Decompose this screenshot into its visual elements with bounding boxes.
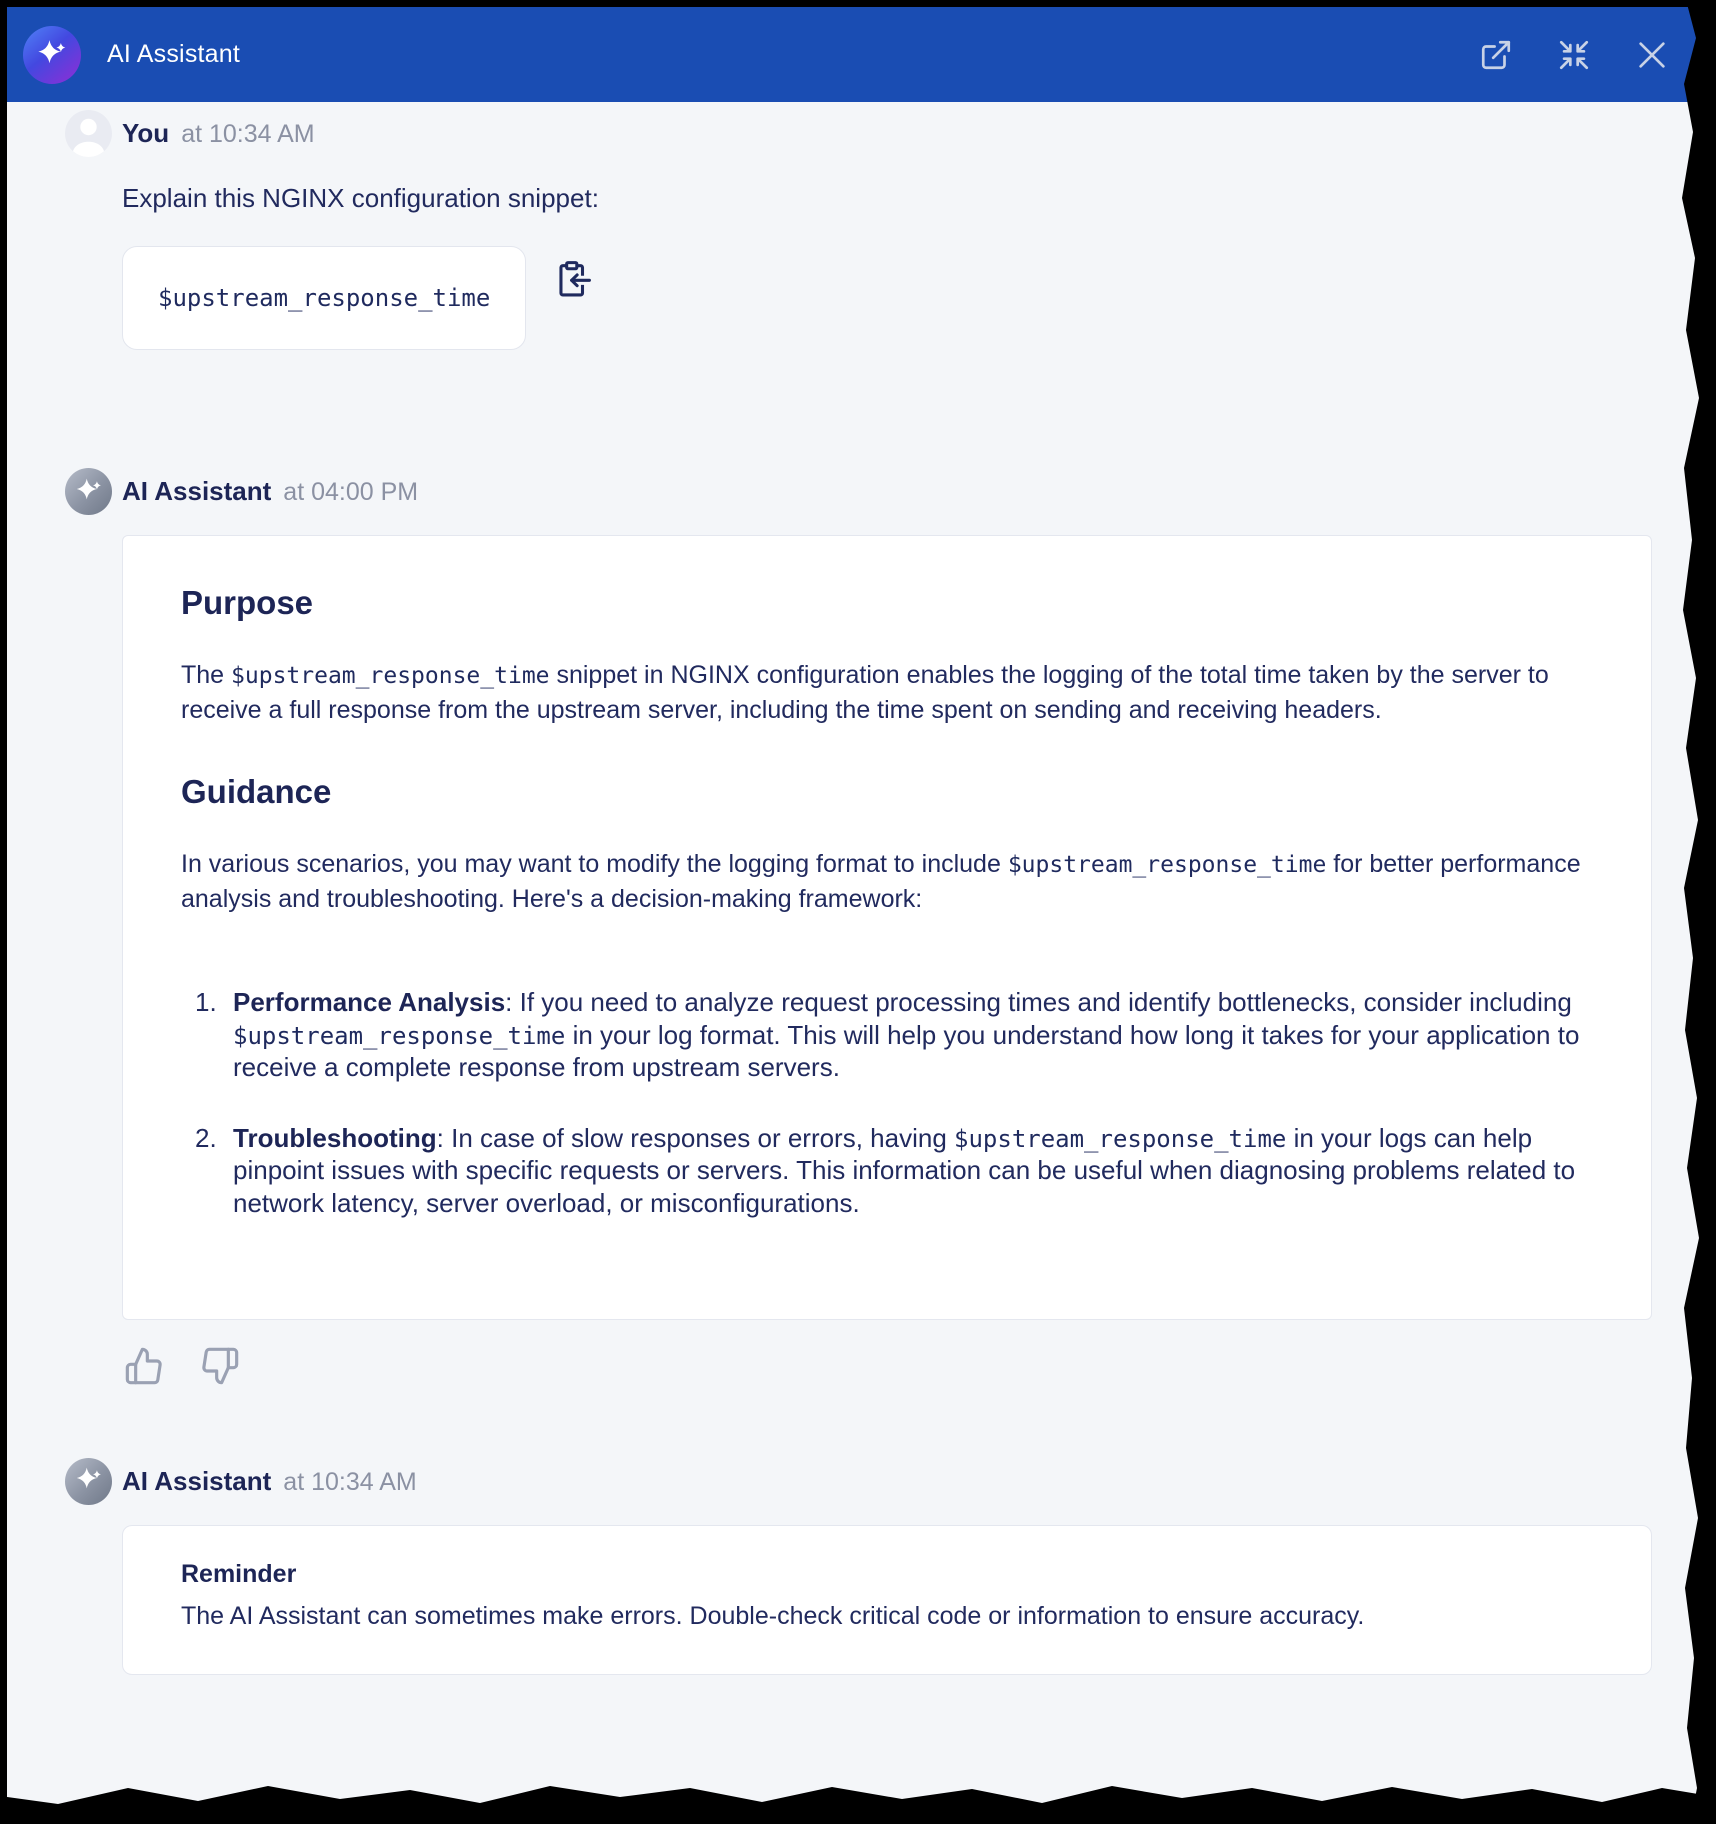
user-message-header	[122, 110, 315, 149]
code-snippet-card	[122, 246, 526, 350]
spacer	[65, 1386, 1654, 1458]
guidance-paragraph	[181, 847, 1593, 916]
list-item	[195, 986, 1593, 1083]
list-item	[195, 1122, 1593, 1219]
list-item-number: 2.	[195, 1122, 217, 1153]
assistant-message-body	[122, 535, 1654, 1386]
assistant-avatar	[65, 468, 112, 515]
header-actions	[1479, 38, 1679, 72]
assistant-message-header	[122, 468, 418, 507]
assistant-avatar	[65, 1458, 112, 1505]
open-in-new-window-icon[interactable]	[1479, 38, 1513, 72]
guidance-text-pre: In various scenarios, you may want to modify the logging format to include	[181, 850, 1008, 879]
assistant-name: AI Assistant	[122, 1465, 272, 1496]
purpose-text-post: snippet in NGINX configuration enables the logging of the total time taken by the server to receive a full response from the upstream server, including the time spent on sending and receiving headers.	[181, 661, 1549, 724]
sparkle-icon	[72, 1464, 106, 1498]
user-timestamp: at 10:34 AM	[181, 120, 315, 148]
user-message-row	[65, 110, 1654, 157]
guidance-text-post: for better performance analysis and troubleshooting. Here's a decision-making framework:	[181, 850, 1581, 913]
list-item-inline-code: $upstream_response_time	[233, 1021, 566, 1050]
reminder-heading: Reminder	[181, 1559, 297, 1588]
user-avatar	[65, 110, 112, 157]
user-name: You	[122, 118, 170, 148]
panel-title: AI Assistant	[107, 40, 241, 68]
assistant-name: AI Assistant	[122, 476, 272, 506]
assistant-message-row	[65, 468, 1654, 515]
assistant-message-header	[122, 1458, 417, 1497]
purpose-inline-code: $upstream_response_time	[231, 663, 550, 689]
list-item-title: Troubleshooting	[233, 1122, 437, 1153]
list-item-pre: : If you need to analyze request processing times and identify bottlenecks, consider including	[505, 987, 1572, 1018]
spacer	[65, 350, 1654, 468]
reminder-card	[122, 1525, 1652, 1675]
list-item-text	[233, 1122, 1593, 1219]
purpose-heading: Purpose	[181, 584, 314, 621]
chat-scroll-area[interactable]	[7, 102, 1709, 1705]
assistant-timestamp: at 04:00 PM	[283, 478, 419, 506]
panel-header	[7, 7, 1709, 102]
guidance-inline-code: $upstream_response_time	[1007, 852, 1327, 879]
thumbs-up-icon[interactable]	[124, 1346, 164, 1386]
ai-assistant-logo	[23, 26, 81, 84]
person-icon	[65, 110, 112, 157]
assistant-message-body	[122, 1525, 1654, 1675]
close-icon[interactable]	[1635, 38, 1669, 72]
code-snippet-text: $upstream_response_time	[158, 284, 491, 312]
list-item-pre: : In case of slow responses or errors, having	[436, 1122, 955, 1153]
assistant-response-card	[122, 535, 1652, 1320]
assistant-message-row	[65, 1458, 1654, 1505]
reminder-text: The AI Assistant can sometimes make errors. Double-check critical code or information to ensure accuracy.	[181, 1601, 1365, 1630]
decision-framework-list	[181, 986, 1593, 1218]
purpose-text-pre: The	[181, 661, 232, 689]
clipboard-arrow-icon	[554, 258, 591, 298]
list-item-number: 1.	[195, 987, 217, 1018]
sparkle-icon	[72, 475, 106, 509]
list-item-text	[233, 986, 1593, 1083]
guidance-heading: Guidance	[181, 773, 332, 811]
list-item-post: in your logs can help pinpoint issues with specific requests or servers. This information can be useful when diagnosing problems related to network latency, server overload, or misconfigurations.	[233, 1122, 1576, 1218]
list-item-inline-code: $upstream_response_time	[954, 1124, 1287, 1153]
purpose-paragraph	[181, 658, 1593, 727]
assistant-timestamp: at 10:34 AM	[283, 1467, 417, 1496]
list-item-title: Performance Analysis	[233, 987, 506, 1018]
list-item-post: in your log format. This will help you understand how long it takes for your application to receive a complete response from upstream servers.	[233, 1019, 1580, 1083]
user-message-body	[122, 183, 1654, 350]
user-message-text: Explain this NGINX configuration snippet:	[122, 183, 599, 213]
thumbs-down-icon[interactable]	[200, 1346, 240, 1386]
feedback-buttons	[124, 1346, 1654, 1386]
sparkle-icon	[33, 36, 71, 74]
ai-assistant-panel	[7, 7, 1709, 1817]
copy-snippet-button[interactable]	[554, 258, 591, 303]
collapse-panel-icon[interactable]	[1557, 38, 1591, 72]
